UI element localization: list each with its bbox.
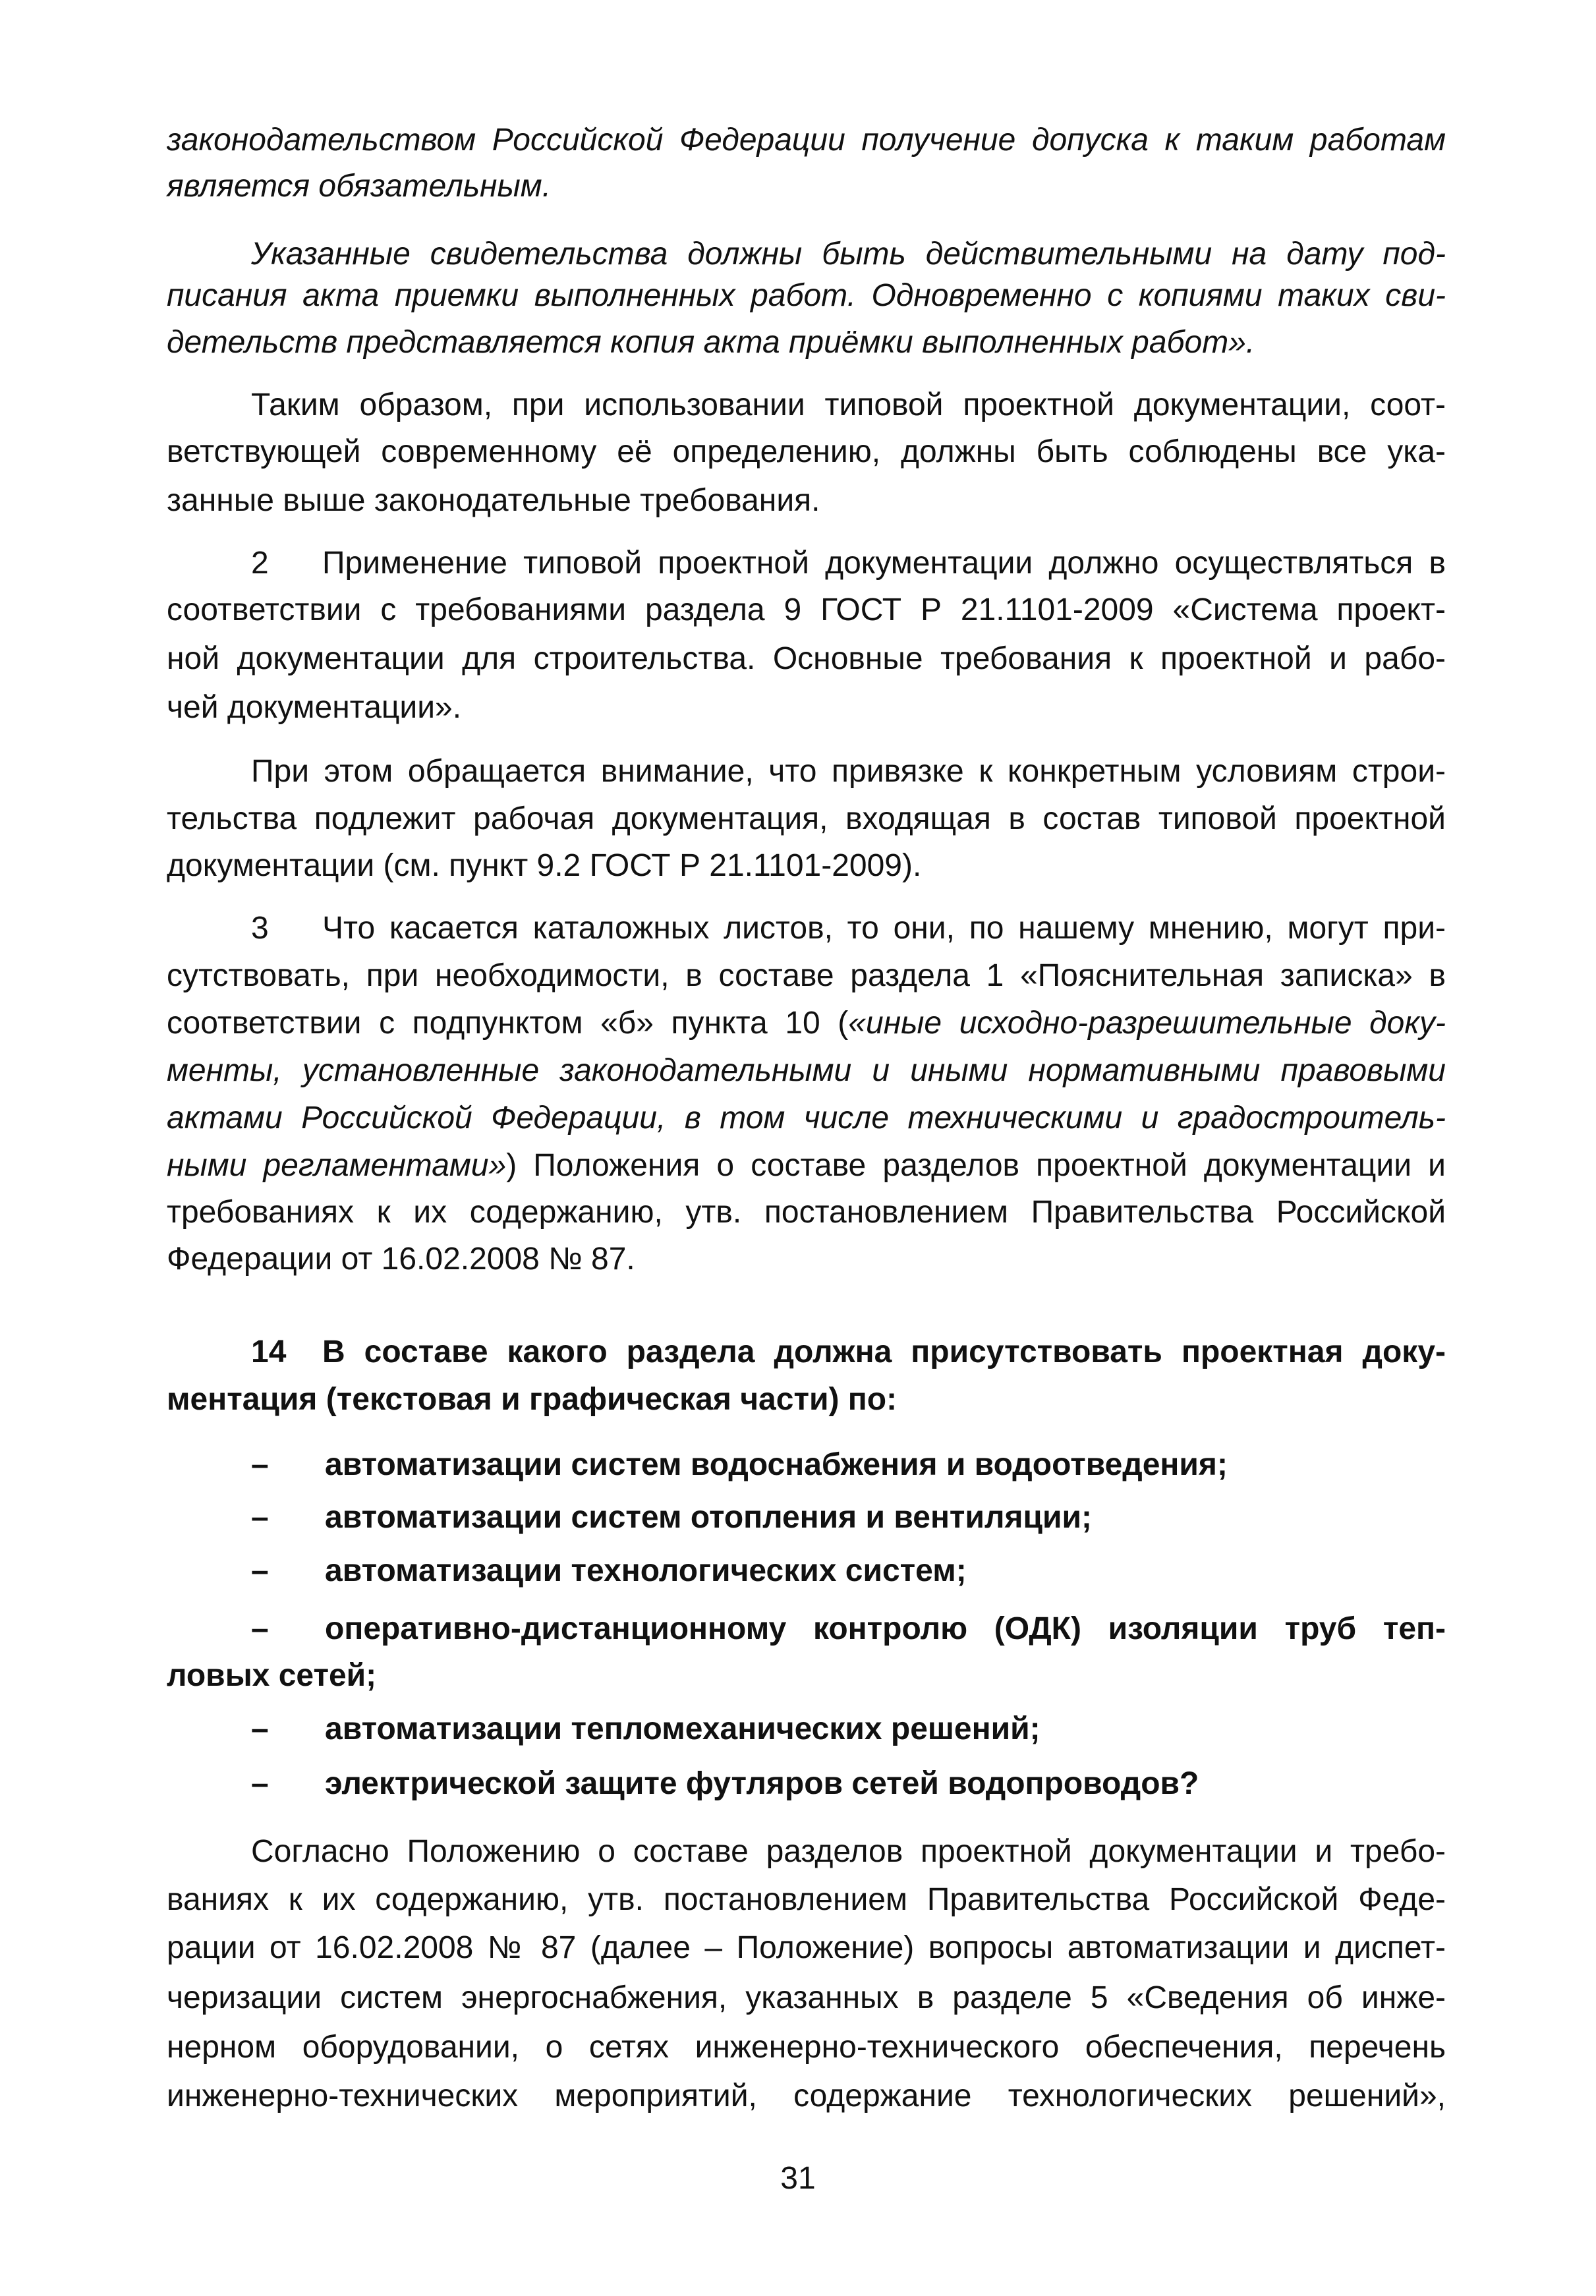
bullet-dash-icon: – [251,1553,269,1588]
italic-quote: «иные исходно-разрешительные доку- [848,1006,1446,1041]
text-line [167,1004,1446,1043]
page-number: 31 [780,2161,816,2196]
list-item: автоматизации систем водоснабжения и водоотведения; [325,1447,1228,1482]
text-line [167,1146,1446,1186]
list-item: автоматизации технологических систем; [325,1553,967,1588]
text-line: требованиях к их содержанию, утв. постановлением Правительства Российской [167,1195,1446,1230]
text-line: В составе какого раздела должна присутствовать проектная доку- [322,1335,1446,1369]
text-line: ветствующей современному её определению, должны быть соблюдены все ука- [167,434,1446,469]
bullet-dash-icon: – [251,1711,269,1746]
text-line: законодательством Российской Федерации получение допуска к таким работам [167,123,1446,158]
text-segment: ) Положения о составе разделов проектной документации и [506,1148,1446,1183]
bullet-dash-icon: – [251,1766,269,1801]
text-line: детельств представляется копия акта приёмки выполненных работ». [167,325,1255,360]
text-line: тельства подлежит рабочая документация, входящая в состав типовой проектной [167,801,1446,836]
italic-quote: актами Российской Федерации, в том числе техническими и градостроитель- [167,1101,1446,1135]
bullet-dash-icon: – [251,1500,269,1535]
text-line: ваниях к их содержанию, утв. постановлением Правительства Российской Феде- [167,1882,1446,1917]
bullet-dash-icon: – [251,1611,269,1646]
text-line: Применение типовой проектной документации должно осуществляться в [322,546,1446,581]
text-line: Указанные свидетельства должны быть действительными на дату под- [251,237,1446,272]
text-line: Что касается каталожных листов, то они, по нашему мнению, могут при- [322,911,1446,946]
list-item: автоматизации тепломеханических решений; [325,1711,1040,1746]
text-line: ной документации для строительства. Основные требования к проектной и рабо- [167,641,1446,676]
list-item: оперативно-дистанционному контролю (ОДК) изоляции труб теп- [325,1611,1446,1646]
text-line [167,1099,1446,1138]
item-number: 2 [251,546,269,581]
bullet-dash-icon: – [251,1447,269,1482]
text-line: соответствии с требованиями раздела 9 ГОСТ Р 21.1101-2009 «Система проект- [167,592,1446,627]
text-line: занные выше законодательные требования. [167,483,820,518]
text-line: черизации систем энергоснабжения, указанных в разделе 5 «Сведения об инже- [167,1980,1446,2015]
text-line: ловых сетей; [167,1658,377,1693]
item-number: 14 [251,1335,287,1369]
text-line: является обязательным. [167,169,552,204]
text-line: Таким образом, при использовании типовой проектной документации, соот- [251,387,1446,422]
text-line: документации (см. пункт 9.2 ГОСТ Р 21.1101-2009). [167,848,922,883]
text-segment: соответствии с подпунктом «б» пункта 10 ( [167,1006,849,1041]
list-item: электрической защите футляров сетей водопроводов? [325,1766,1199,1801]
text-line: При этом обращается внимание, что привязке к конкретным условиям строи- [251,754,1446,789]
item-number: 3 [251,911,269,946]
text-line: рации от 16.02.2008 № 87 (далее – Положение) вопросы автоматизации и диспет- [167,1930,1446,1965]
text-line: писания акта приемки выполненных работ. Одновременно с копиями таких сви- [167,278,1446,313]
text-line [167,1051,1446,1091]
italic-quote: ными регламентами» [167,1148,507,1183]
text-line: сутствовать, при необходимости, в составе раздела 1 «Пояснительная записка» в [167,958,1446,993]
text-line: инженерно-технических мероприятий, содержание технологических решений», [167,2079,1446,2113]
text-line: Федерации от 16.02.2008 № 87. [167,1242,635,1277]
text-line: чей документации». [167,690,462,725]
text-line: ментация (текстовая и графическая части) по: [167,1382,898,1417]
list-item: автоматизации систем отопления и вентиляции; [325,1500,1092,1535]
italic-quote: менты, установленные законодательными и иными нормативными правовыми [167,1053,1446,1088]
text-line: нерном оборудовании, о сетях инженерно-технического обеспечения, перечень [167,2030,1446,2065]
text-line: Согласно Положению о составе разделов проектной документации и требо- [251,1834,1446,1869]
